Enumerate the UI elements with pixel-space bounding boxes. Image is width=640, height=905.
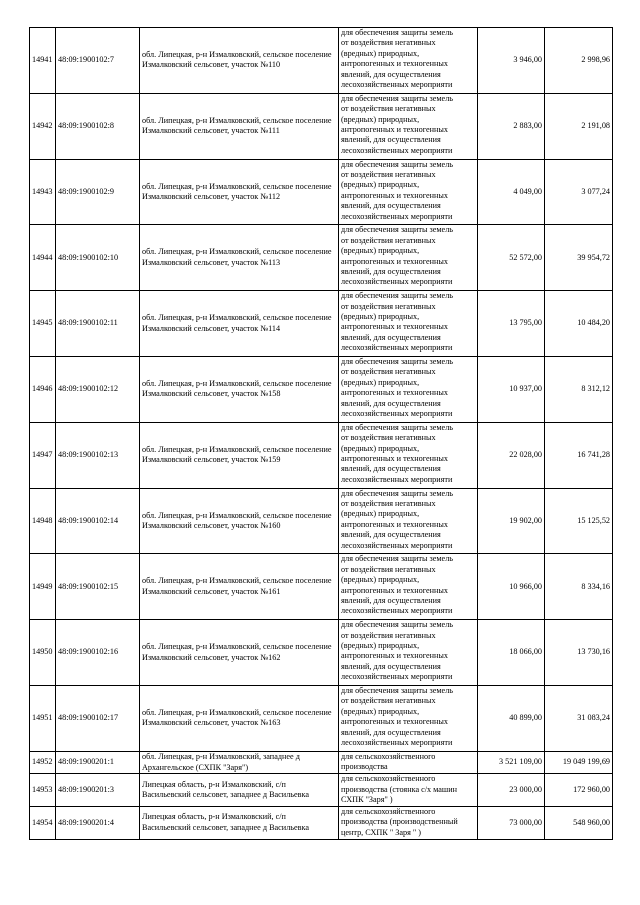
address: Липецкая область, р-н Измалковский, с/п Васильевский сельсовет, западнее д Васильевка xyxy=(140,807,339,840)
permitted-use: для обеспечения защиты земель от воздействия негативных (вредных) природных, антропогенных и техногенных явлений, для осуществления лесохозяйственных мероприяти xyxy=(339,28,478,94)
row-number: 14946 xyxy=(30,356,56,422)
table-row xyxy=(30,685,613,751)
row-number: 14948 xyxy=(30,488,56,554)
cadastral-cost: 13 730,16 xyxy=(545,620,613,686)
table-row xyxy=(30,554,613,620)
table-row xyxy=(30,422,613,488)
row-number: 14950 xyxy=(30,620,56,686)
permitted-use: для сельскохозяйственного производства (производственный центр, СХПК " Заря " ) xyxy=(339,807,478,840)
row-number: 14953 xyxy=(30,774,56,807)
row-number: 14951 xyxy=(30,685,56,751)
area: 73 000,00 xyxy=(478,807,545,840)
area: 52 572,00 xyxy=(478,225,545,291)
cadastral-cost: 172 960,00 xyxy=(545,774,613,807)
table-row xyxy=(30,291,613,357)
cadastral-number: 48:09:1900102:13 xyxy=(56,422,140,488)
area: 23 000,00 xyxy=(478,774,545,807)
cadastral-number: 48:09:1900201:3 xyxy=(56,774,140,807)
permitted-use: для обеспечения защиты земель от воздействия негативных (вредных) природных, антропогенных и техногенных явлений, для осуществления лесохозяйственных мероприяти xyxy=(339,685,478,751)
address: обл. Липецкая, р-н Измалковский, сельское поселение Измалковский сельсовет, участок №113 xyxy=(140,225,339,291)
permitted-use: для обеспечения защиты земель от воздействия негативных (вредных) природных, антропогенных и техногенных явлений, для осуществления лесохозяйственных мероприяти xyxy=(339,620,478,686)
cadastral-number: 48:09:1900201:4 xyxy=(56,807,140,840)
area: 4 049,00 xyxy=(478,159,545,225)
cadastral-cost: 8 334,16 xyxy=(545,554,613,620)
row-number: 14943 xyxy=(30,159,56,225)
table-row xyxy=(30,356,613,422)
address: обл. Липецкая, р-н Измалковский, сельское поселение Измалковский сельсовет, участок №159 xyxy=(140,422,339,488)
cadastral-cost: 8 312,12 xyxy=(545,356,613,422)
permitted-use: для обеспечения защиты земель от воздействия негативных (вредных) природных, антропогенных и техногенных явлений, для осуществления лесохозяйственных мероприяти xyxy=(339,356,478,422)
cadastral-cost: 2 191,08 xyxy=(545,93,613,159)
table-row xyxy=(30,751,613,774)
area: 18 066,00 xyxy=(478,620,545,686)
address: обл. Липецкая, р-н Измалковский, сельское поселение Измалковский сельсовет, участок №111 xyxy=(140,93,339,159)
table-body xyxy=(30,28,613,840)
table-row xyxy=(30,488,613,554)
address: обл. Липецкая, р-н Измалковский, сельское поселение Измалковский сельсовет, участок №112 xyxy=(140,159,339,225)
cadastral-number: 48:09:1900102:12 xyxy=(56,356,140,422)
land-registry-table xyxy=(29,27,613,840)
permitted-use: для обеспечения защиты земель от воздействия негативных (вредных) природных, антропогенных и техногенных явлений, для осуществления лесохозяйственных мероприяти xyxy=(339,554,478,620)
area: 2 883,00 xyxy=(478,93,545,159)
cadastral-cost: 31 083,24 xyxy=(545,685,613,751)
row-number: 14949 xyxy=(30,554,56,620)
cadastral-number: 48:09:1900102:10 xyxy=(56,225,140,291)
permitted-use: для обеспечения защиты земель от воздействия негативных (вредных) природных, антропогенных и техногенных явлений, для осуществления лесохозяйственных мероприяти xyxy=(339,291,478,357)
cadastral-number: 48:09:1900102:15 xyxy=(56,554,140,620)
cadastral-cost: 2 998,96 xyxy=(545,28,613,94)
row-number: 14952 xyxy=(30,751,56,774)
row-number: 14942 xyxy=(30,93,56,159)
area: 3 521 109,00 xyxy=(478,751,545,774)
area: 19 902,00 xyxy=(478,488,545,554)
permitted-use: для сельскохозяйственного производства xyxy=(339,751,478,774)
cadastral-number: 48:09:1900102:7 xyxy=(56,28,140,94)
address: обл. Липецкая, р-н Измалковский, сельское поселение Измалковский сельсовет, участок №114 xyxy=(140,291,339,357)
permitted-use: для обеспечения защиты земель от воздействия негативных (вредных) природных, антропогенных и техногенных явлений, для осуществления лесохозяйственных мероприяти xyxy=(339,159,478,225)
address: обл. Липецкая, р-н Измалковский, сельское поселение Измалковский сельсовет, участок №162 xyxy=(140,620,339,686)
cadastral-cost: 3 077,24 xyxy=(545,159,613,225)
table-row xyxy=(30,807,613,840)
cadastral-number: 48:09:1900201:1 xyxy=(56,751,140,774)
row-number: 14947 xyxy=(30,422,56,488)
address: обл. Липецкая, р-н Измалковский, сельское поселение Измалковский сельсовет, участок №158 xyxy=(140,356,339,422)
row-number: 14945 xyxy=(30,291,56,357)
table-row xyxy=(30,774,613,807)
table-row xyxy=(30,93,613,159)
cadastral-number: 48:09:1900102:11 xyxy=(56,291,140,357)
cadastral-number: 48:09:1900102:9 xyxy=(56,159,140,225)
cadastral-number: 48:09:1900102:16 xyxy=(56,620,140,686)
table-row xyxy=(30,28,613,94)
area: 10 937,00 xyxy=(478,356,545,422)
area: 10 966,00 xyxy=(478,554,545,620)
cadastral-number: 48:09:1900102:14 xyxy=(56,488,140,554)
address: обл. Липецкая, р-н Измалковский, сельское поселение Измалковский сельсовет, участок №161 xyxy=(140,554,339,620)
address: обл. Липецкая, р-н Измалковский, сельское поселение Измалковский сельсовет, участок №163 xyxy=(140,685,339,751)
cadastral-number: 48:09:1900102:17 xyxy=(56,685,140,751)
address: обл. Липецкая, р-н Измалковский, сельское поселение Измалковский сельсовет, участок №110 xyxy=(140,28,339,94)
row-number: 14941 xyxy=(30,28,56,94)
cadastral-cost: 39 954,72 xyxy=(545,225,613,291)
row-number: 14954 xyxy=(30,807,56,840)
permitted-use: для сельскохозяйственного производства (стоянка с/х машин СХПК "Заря" ) xyxy=(339,774,478,807)
cadastral-cost: 548 960,00 xyxy=(545,807,613,840)
area: 3 946,00 xyxy=(478,28,545,94)
address: обл. Липецкая, р-н Измалковский, западнее д Архангельское (СХПК "Заря") xyxy=(140,751,339,774)
permitted-use: для обеспечения защиты земель от воздействия негативных (вредных) природных, антропогенных и техногенных явлений, для осуществления лесохозяйственных мероприяти xyxy=(339,225,478,291)
table-row xyxy=(30,225,613,291)
cadastral-number: 48:09:1900102:8 xyxy=(56,93,140,159)
table-row xyxy=(30,620,613,686)
table-row xyxy=(30,159,613,225)
permitted-use: для обеспечения защиты земель от воздействия негативных (вредных) природных, антропогенных и техногенных явлений, для осуществления лесохозяйственных мероприяти xyxy=(339,422,478,488)
area: 22 028,00 xyxy=(478,422,545,488)
address: Липецкая область, р-н Измалковский, с/п Васильевский сельсовет, западнее д Васильевка xyxy=(140,774,339,807)
cadastral-cost: 16 741,28 xyxy=(545,422,613,488)
cadastral-cost: 15 125,52 xyxy=(545,488,613,554)
cadastral-cost: 10 484,20 xyxy=(545,291,613,357)
permitted-use: для обеспечения защиты земель от воздействия негативных (вредных) природных, антропогенных и техногенных явлений, для осуществления лесохозяйственных мероприяти xyxy=(339,93,478,159)
area: 40 899,00 xyxy=(478,685,545,751)
cadastral-cost: 19 049 199,69 xyxy=(545,751,613,774)
area: 13 795,00 xyxy=(478,291,545,357)
row-number: 14944 xyxy=(30,225,56,291)
permitted-use: для обеспечения защиты земель от воздействия негативных (вредных) природных, антропогенных и техногенных явлений, для осуществления лесохозяйственных мероприяти xyxy=(339,488,478,554)
address: обл. Липецкая, р-н Измалковский, сельское поселение Измалковский сельсовет, участок №160 xyxy=(140,488,339,554)
